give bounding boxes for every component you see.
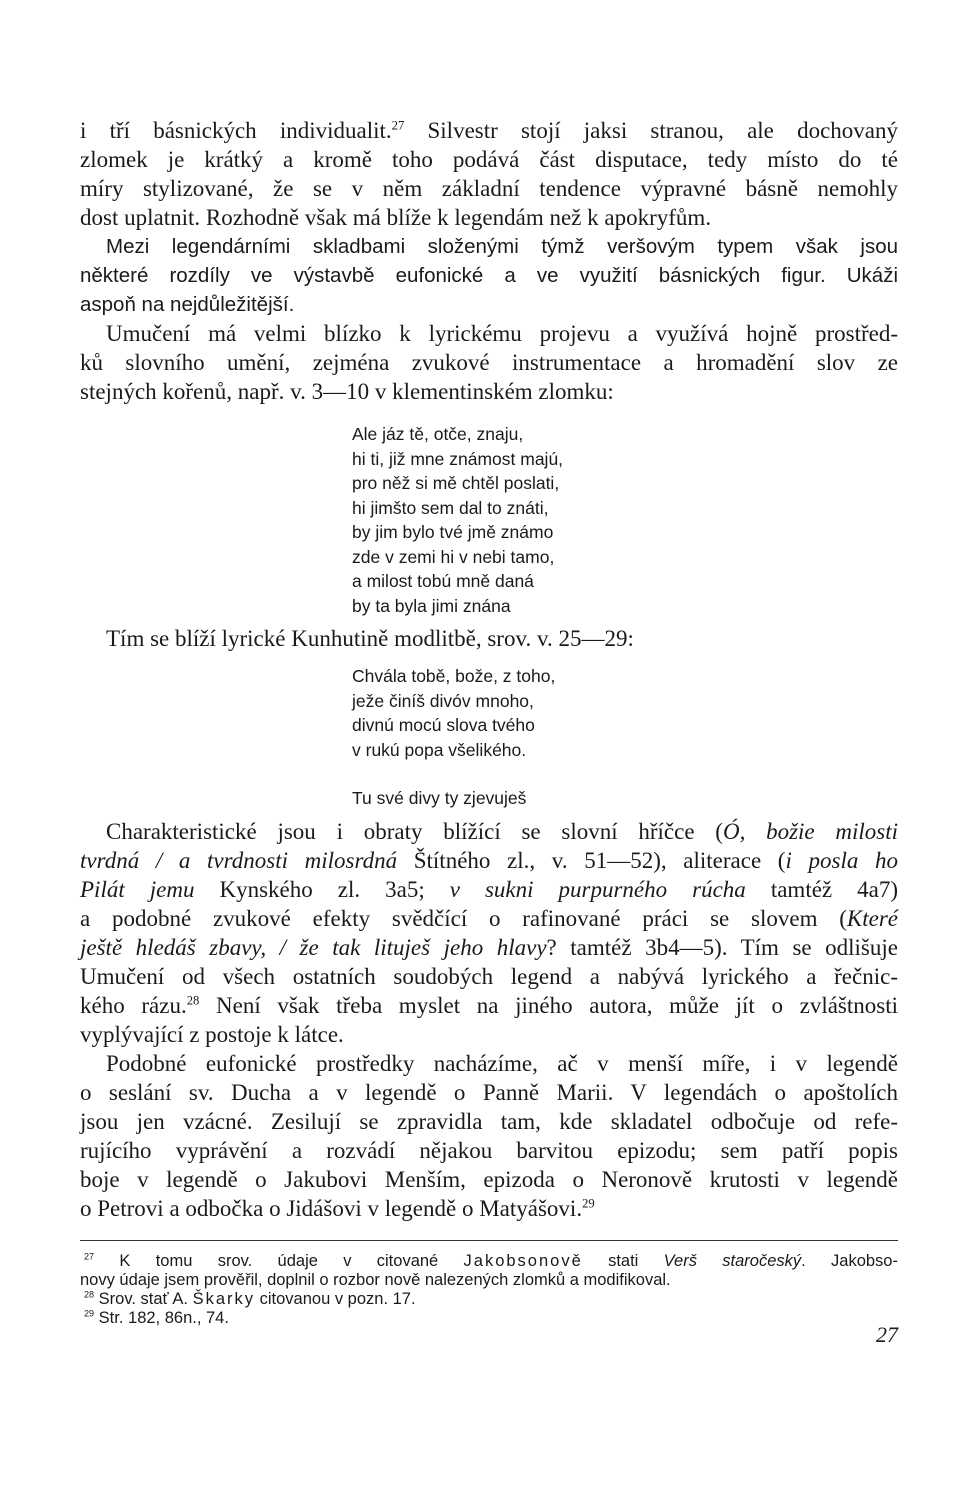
text-line: zlomek je krátký a kromě toho podává část disputace, tedy místo do té xyxy=(80,147,898,172)
text-line: Umučení má velmi blízko k lyrickému projevu a využívá hojně prostřed- xyxy=(106,321,898,346)
text-line: ků slovního umění, zejména zvukové instrumentace a hromadění slov ze xyxy=(80,350,898,375)
verse-quote-2 xyxy=(352,664,555,762)
paragraph-1 xyxy=(80,116,898,232)
footnotes xyxy=(80,1252,898,1328)
text-line: Podobné eufonické prostředky nacházíme, ač v menší míře, i v legendě xyxy=(106,1051,898,1076)
text-line: rujícího vyprávění a rozvádí nějakou barvitou epizodu; sem patří popis xyxy=(80,1138,898,1163)
text-line: dost uplatnit. Rozhodně však má blíže k legendám než k apokryfům. xyxy=(80,205,712,230)
text-line: i tří básnických individualit.$^{27}$ Silvestr stojí jaksi stranou, ale dochovaný xyxy=(80,118,898,143)
paragraph-3 xyxy=(80,319,898,406)
text-line: Tím se blíží lyrické Kunhutině modlitbě, srov. v. 25—29: xyxy=(106,626,634,651)
text-line: boje v legendě o Jakubovi Menším, epizoda o Neronově krutosti v legendě xyxy=(80,1167,898,1192)
text-line: Charakteristické jsou i obraty blížící se slovní hříčce (Ó, božie milosti xyxy=(106,819,899,844)
text-line: tvrdná / a tvrdnosti milosrdná Štítného zl., v. 51—52), aliterace (i posla ho xyxy=(80,848,899,873)
text-line: Umučení od všech ostatních soudobých legend a nabývá lyrického a řečnic- xyxy=(80,964,898,989)
text-line: vyplývající z postoje k látce. xyxy=(80,1022,344,1047)
paragraph-4 xyxy=(80,817,898,1049)
footnote-ref[interactable]: 27 xyxy=(391,118,405,133)
verse-line: Chvála tobě, bože, z toho, xyxy=(352,666,556,686)
footnote-divider xyxy=(80,1240,898,1241)
text-line: o Petrovi a odbočka o Jidášovi v legendě o Matyášovi.$^{29}$ xyxy=(80,1196,595,1221)
text-line: Pilát jemu Kynského zl. 3a5; v sukni purpurného rúcha tamtéž 4a7) xyxy=(80,877,899,902)
text-line: stejných kořenů, např. v. 3—10 v klementinském zlomku: xyxy=(80,379,614,404)
verse-line: divnú mocú slova tvého xyxy=(352,715,535,735)
footnote-27: $^{27}$ K tomu srov. údaje v citované Jakobsonově stati Verš staročeský. Jakobso- xyxy=(84,1251,898,1270)
verse-line: ježe činíš divóv mnoho, xyxy=(352,690,534,711)
verse-line: hi ti, již mne známost majú, xyxy=(352,448,564,469)
text-line: jsou jen vzácné. Zesilují se zpravidla tam, kde skladatel odbočuje od refe- xyxy=(80,1109,898,1134)
paragraph-2 xyxy=(80,232,898,319)
footnote-27-continued: novy údaje jsem prověřil, doplnil o rozbor nově nalezených zlomků a modifikoval. xyxy=(80,1271,671,1289)
paragraph-5 xyxy=(80,1049,898,1223)
text-line: některé rozdíly ve výstavbě eufonické a ve využití básnických figur. Ukáži xyxy=(80,264,898,287)
footnote-29: $^{29}$ Str. 182, 86n., 74. xyxy=(84,1308,229,1327)
text-line: a podobné zvukové efekty svědčící o rafinované práci se slovem (Které xyxy=(80,906,898,931)
footnote-28: $^{28}$ Srov. stať A. Škarky citovanou v pozn. 17. xyxy=(84,1289,416,1308)
page-number: 27 xyxy=(876,1322,898,1347)
footnote-ref[interactable]: 28 xyxy=(186,993,200,1008)
verse-line: Tu své divy ty zjevuješ xyxy=(352,788,527,808)
verse-quote-1 xyxy=(352,422,563,618)
text-line: aspoň na nejdůležitější. xyxy=(80,293,295,316)
verse-line: Ale jáz tě, otče, znaju, xyxy=(352,424,524,444)
verse-line: v rukú popa všelikého. xyxy=(352,739,527,760)
bridge-line xyxy=(80,624,898,653)
verse-line: by jim bylo tvé jmě známo xyxy=(352,522,554,542)
text-line: kého rázu.$^{28}$ Není však třeba myslet na jiného autora, může jít o zvláštnosti xyxy=(80,993,898,1018)
footnote-ref[interactable]: 29 xyxy=(582,1196,595,1211)
text-line: Mezi legendárními skladbami složenými týmž veršovým typem však jsou xyxy=(106,235,898,258)
text-line: míry stylizované, že se v něm základní tendence výpravné básně nemohly xyxy=(80,176,898,201)
verse-quote-2-continuation xyxy=(352,786,526,811)
verse-line: hi jimšto sem dal to znáti, xyxy=(352,497,549,518)
verse-line: pro něž si mě chtěl poslati, xyxy=(352,473,560,493)
verse-line: zde v zemi hi v nebi tamo, xyxy=(352,546,555,567)
text-line: ještě hledáš zbavy, / že tak lituješ jeho hlavy? tamtéž 3b4—5). Tím se odlišuje xyxy=(80,935,898,960)
verse-line: by ta byla jimi znána xyxy=(352,595,511,616)
verse-line: a milost tobú mně daná xyxy=(352,571,534,591)
text-line: o seslání sv. Ducha a v legendě o Panně Marii. V legendách o apoštolích xyxy=(80,1080,898,1105)
